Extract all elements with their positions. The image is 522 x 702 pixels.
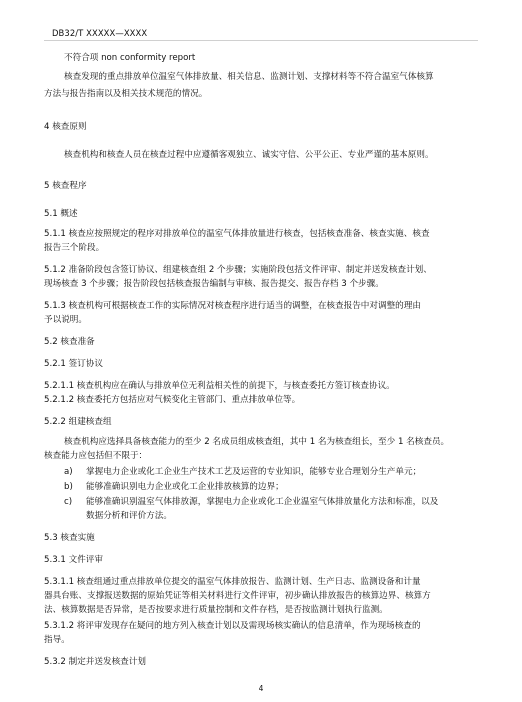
section-5-2-heading: 5.2 核查准备 [44,337,95,347]
clause-5-2-2-line-1: 核查机构应选择具备核查能力的至少 2 名成员组成核查组，其中 1 名为核查组长，至少 1 名核查员。 [64,437,450,447]
list-item-text: 掌握电力企业或化工企业生产技术工艺及运营的专业知识，能够专业合理划分生产单元； [86,467,422,477]
list-marker: c) [64,497,73,507]
clause-5-3-1-1-line-1: 5.3.1.1 核查组通过重点排放单位提交的温室气体排放报告、监测计划、生产日志、监测设备和计量 [44,577,421,587]
section-5-3-1-heading: 5.3.1 文件评审 [44,555,103,565]
section-5-2-1-heading: 5.2.1 签订协议 [44,359,103,369]
clause-5-3-1-2-line-2: 指导。 [44,635,70,645]
list-marker: b) [64,482,73,492]
term-definition-line-2: 方法与报告指南以及相关技术规范的情况。 [44,89,208,99]
clause-5-3-1-2-line-1: 5.3.1.2 将评审发现存在疑问的地方列入核查计划以及需现场核实确认的信息清单，作为现场核查的 [44,621,421,631]
clause-5-1-2-line-1: 5.1.2 准备阶段包含签订协议、组建核查组 2 个步骤；实施阶段包括文件评审、制定并送发核查计划、 [44,265,432,275]
list-item-a [64,466,421,478]
section-5-2-2-heading: 5.2.2 组建核查组 [44,417,112,427]
list-marker: a) [64,467,73,477]
clause-5-1-3-line-1: 5.1.3 核查机构可根据核查工作的实际情况对核查程序进行适当的调整，在核查报告中对调整的理由 [44,301,421,311]
term-title: 不符合项 non conformity report [64,53,196,63]
section-4-text: 核查机构和核查人员在核查过程中应遵循客观独立、诚实守信、公平公正、专业严谨的基本原则。 [64,150,434,160]
list-item-text: 能够准确识别温室气体排放源，掌握电力企业或化工企业温室气体排放量化方法和标准，以及 [86,497,439,507]
clause-5-1-3-line-2: 予以说明。 [44,315,87,325]
standard-number-header: DB32/T XXXXX—XXXX [52,28,148,38]
section-5-3-2-heading: 5.3.2 制定并送发核查计划 [44,657,146,667]
section-5-heading: 5 核查程序 [44,181,87,191]
term-definition-line-1: 核查发现的重点排放单位温室气体排放量、相关信息、监测计划、支撑材料等不符合温室气体核算 [64,72,434,82]
clause-5-2-1-1: 5.2.1.1 核查机构应在确认与排放单位无利益相关性的前提下，与核查委托方签订核查协议。 [44,381,395,391]
section-5-1-heading: 5.1 概述 [44,209,78,219]
page-number: 4 [258,684,264,693]
clause-5-3-1-1-line-3: 法、核算数据是否异常，是否按要求进行质量控制和文件存档，是否按监测计划执行监测。 [44,605,388,615]
clause-5-1-1-line-1: 5.1.1 核查应按照规定的程序对排放单位的温室气体排放量进行核查，包括核查准备、核查实施、核查 [44,229,430,239]
section-5-3-heading: 5.3 核查实施 [44,533,95,543]
list-item-c-continuation: 数据分析和评价方法。 [86,511,172,521]
section-4-heading: 4 核查原则 [44,122,87,132]
header-divider [44,40,478,41]
list-item-c [64,496,438,508]
clause-5-1-2-line-2: 现场核查 3 个步骤；报告阶段包括核查报告编制与审核、报告提交、报告存档 3 个步骤。 [44,279,384,289]
list-item-text: 能够准确识别电力企业或化工企业排放核算的边界； [86,482,284,492]
clause-5-3-1-1-line-2: 器具台账、支撑报送数据的原始凭证等相关材料进行文件评审，初步确认排放报告的核算边界、核算方 [44,591,431,601]
clause-5-1-1-line-2: 报告三个阶段。 [44,243,105,253]
clause-5-2-2-line-2: 核查能力应包括但不限于： [44,451,148,461]
list-item-b [64,481,284,493]
clause-5-2-1-2: 5.2.1.2 核查委托方包括应对气候变化主管部门、重点排放单位等。 [44,395,301,405]
